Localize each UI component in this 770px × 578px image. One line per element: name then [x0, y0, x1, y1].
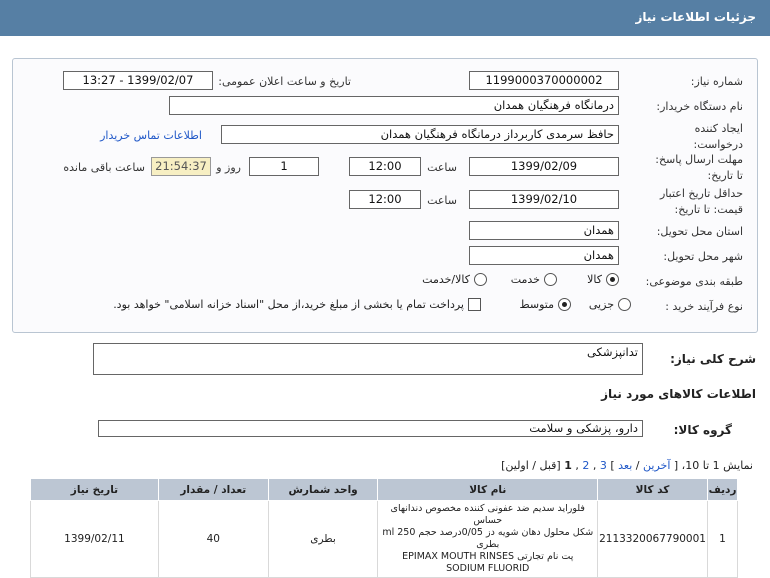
page-header: [0, 0, 770, 36]
cell-code: 2113320067790001: [598, 501, 708, 578]
deadline-label-line2: تا تاریخ:: [707, 169, 743, 182]
table-row[interactable]: [31, 501, 738, 578]
col-header-date: تاریخ نیاز: [31, 479, 159, 501]
process-option-minor[interactable]: [589, 298, 631, 311]
deadline-time-field[interactable]: 12:00: [349, 157, 421, 176]
need-details-panel: [12, 58, 758, 333]
validity-time-label: ساعت: [427, 194, 457, 207]
creator-label-line2: درخواست:: [693, 138, 743, 151]
col-header-qty: تعداد / مقدار: [158, 479, 268, 501]
pagination-separator: /: [632, 459, 640, 472]
summary-field[interactable]: تدانپزشکی: [93, 343, 643, 375]
validity-label-line2: قیمت: تا تاریخ:: [674, 203, 743, 216]
cell-row-number: 1: [708, 501, 738, 578]
validity-label-line1: حداقل تاریخ اعتبار: [659, 187, 743, 200]
goods-group-field[interactable]: دارو، پزشکی و سلامت: [98, 420, 643, 437]
deadline-time-label: ساعت: [427, 161, 457, 174]
process-medium-radio[interactable]: [558, 298, 571, 311]
category-goods-service-radio[interactable]: [474, 273, 487, 286]
pagination-suffix[interactable]: [قبل / اولین]: [501, 459, 561, 472]
need-number-label: شماره نیاز:: [690, 75, 743, 88]
need-number-field[interactable]: 1199000370000002: [469, 71, 619, 90]
buyer-org-field[interactable]: درمانگاه فرهنگیان همدان: [169, 96, 619, 115]
pagination-prefix: نمایش 1 تا 10، [: [673, 459, 753, 472]
creator-field[interactable]: حافظ سرمدی کاربرداز درمانگاه فرهنگیان همدان: [221, 125, 619, 144]
goods-info-title: اطلاعات کالاهای مورد نیاز: [601, 387, 756, 401]
cell-name-line: فلوراید سدیم ضد عفونی کننده مخصوص دندانهای حساس: [390, 503, 585, 526]
category-option-goods-service[interactable]: [422, 273, 487, 286]
cell-unit: بطری: [268, 501, 378, 578]
goods-group-label: گروه کالا:: [673, 423, 732, 437]
pagination-next-link[interactable]: بعد: [618, 459, 633, 472]
category-service-label: خدمت: [510, 273, 540, 286]
category-option-goods[interactable]: [587, 273, 619, 286]
col-header-code: کد کالا: [598, 479, 708, 501]
process-medium-label: متوسط: [519, 298, 554, 311]
category-goods-label: کالا: [587, 273, 602, 286]
category-goods-radio[interactable]: [606, 273, 619, 286]
process-option-medium[interactable]: [519, 298, 571, 311]
treasury-payment-note: پرداخت تمام یا بخشی از مبلغ خرید،از محل "اسناد خزانه اسلامی" خواهد بود.: [113, 298, 464, 311]
treasury-payment-checkbox[interactable]: [468, 298, 481, 311]
category-option-service[interactable]: [511, 273, 557, 286]
treasury-payment-option[interactable]: [113, 298, 481, 311]
pagination-comma-2: ,: [571, 459, 579, 472]
goods-table-header-row: [31, 479, 738, 501]
process-minor-radio[interactable]: [618, 298, 631, 311]
days-label: روز و: [216, 161, 241, 174]
province-field[interactable]: همدان: [469, 221, 619, 240]
buyer-contact-link[interactable]: اطلاعات تماس خریدار: [100, 129, 202, 142]
pagination-bracket: ]: [606, 459, 615, 472]
cell-qty: 40: [158, 501, 268, 578]
announce-field[interactable]: 1399/02/07 - 13:27: [63, 71, 213, 90]
process-minor-label: جزیی: [588, 298, 614, 311]
creator-label-line1: ایجاد کننده: [694, 122, 743, 135]
category-service-radio[interactable]: [544, 273, 557, 286]
city-label: شهر محل تحویل:: [663, 250, 743, 263]
col-header-name: نام کالا: [378, 479, 598, 501]
category-label: طبقه بندی موضوعی:: [645, 275, 743, 288]
cell-date: 1399/02/11: [31, 501, 159, 578]
days-remaining-field[interactable]: 1: [249, 157, 319, 176]
col-header-row: ردیف: [708, 479, 738, 501]
validity-date-field[interactable]: 1399/02/10: [469, 190, 619, 209]
pagination-current-page: 1: [564, 459, 572, 472]
pagination-page-3[interactable]: 3: [599, 459, 607, 472]
cell-name: [378, 501, 598, 578]
announce-label: تاریخ و ساعت اعلان عمومی:: [218, 75, 351, 88]
province-label: استان محل تحویل:: [656, 225, 743, 238]
category-goods-service-label: کالا/خدمت: [422, 273, 470, 286]
col-header-unit: واحد شمارش: [268, 479, 378, 501]
city-field[interactable]: همدان: [469, 246, 619, 265]
remaining-time-clock: 21:54:37: [151, 157, 211, 176]
pagination: [501, 459, 753, 472]
remaining-time-label: ساعت باقی مانده: [63, 161, 145, 174]
summary-label: شرح کلی نیاز:: [670, 352, 756, 366]
buyer-org-label: نام دستگاه خریدار:: [656, 100, 743, 113]
process-label: نوع فرآیند خرید :: [665, 300, 743, 313]
goods-table: [30, 478, 738, 578]
validity-time-field[interactable]: 12:00: [349, 190, 421, 209]
deadline-label-line1: مهلت ارسال پاسخ:: [655, 153, 743, 166]
cell-name-line: پت نام تجارتی EPIMAX MOUTH RINSES SODIUM FLUORID: [402, 551, 574, 574]
pagination-last-link[interactable]: آخرین: [643, 459, 671, 472]
page-title: جزئیات اطلاعات نیاز: [635, 10, 756, 24]
deadline-date-field[interactable]: 1399/02/09: [469, 157, 619, 176]
pagination-page-2[interactable]: 2: [582, 459, 590, 472]
pagination-comma: ,: [589, 459, 597, 472]
cell-name-line: شکل محلول دهان شویه دز 0/05درصد حجم 250 ml بطری: [382, 527, 594, 550]
